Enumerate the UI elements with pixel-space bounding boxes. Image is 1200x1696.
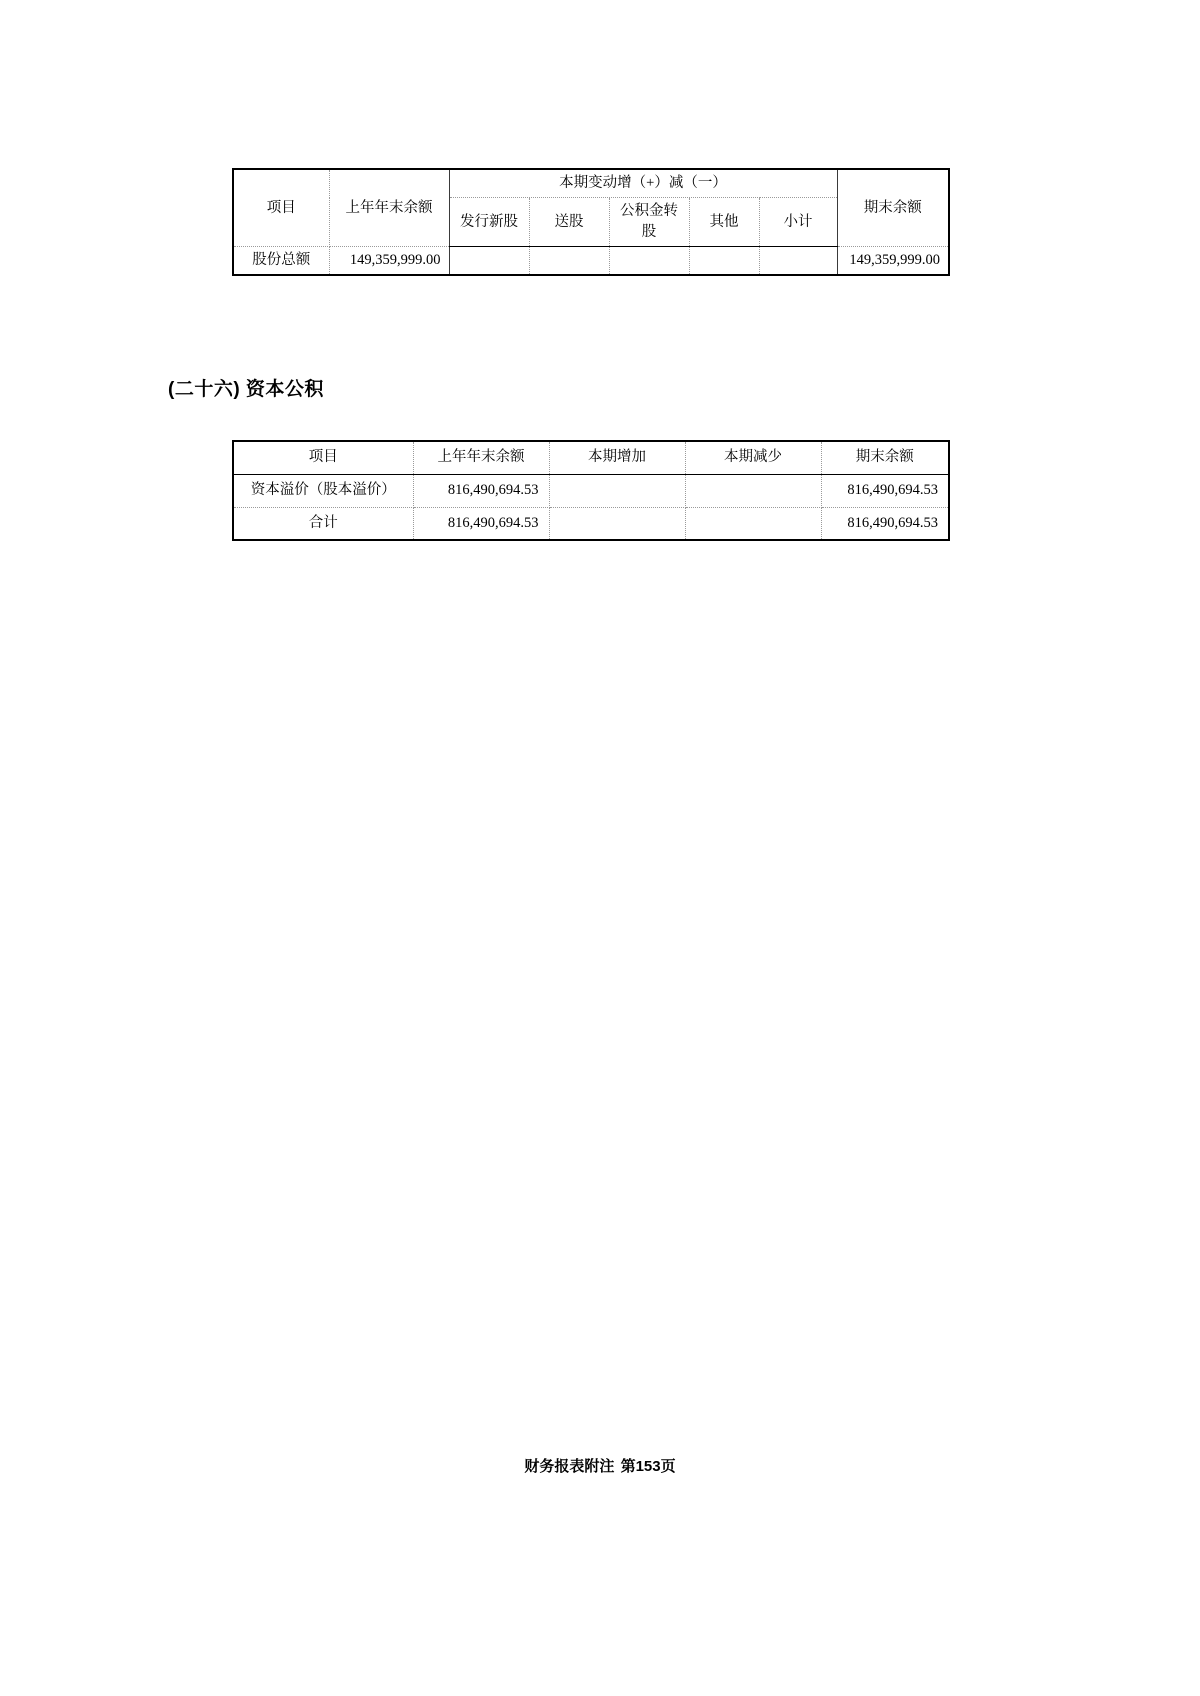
cell-item: 合计 [233, 507, 413, 540]
table-row [233, 507, 949, 540]
capital-reserve-table [232, 440, 950, 541]
header-decrease: 本期减少 [685, 441, 821, 474]
header-other: 其他 [689, 198, 759, 247]
header-opening-balance: 上年年末余额 [329, 169, 449, 247]
header-item: 项目 [233, 169, 329, 247]
cell-closing-balance: 816,490,694.53 [821, 507, 949, 540]
header-increase: 本期增加 [549, 441, 685, 474]
cell-closing-balance: 149,359,999.00 [837, 247, 949, 276]
cell-item: 股份总额 [233, 247, 329, 276]
cell-other [689, 247, 759, 276]
table-header-row [233, 441, 949, 474]
cell-increase [549, 507, 685, 540]
cell-new-shares [449, 247, 529, 276]
header-opening-balance: 上年年末余额 [413, 441, 549, 474]
header-bonus-shares: 送股 [529, 198, 609, 247]
cell-closing-balance: 816,490,694.53 [821, 474, 949, 507]
cell-increase [549, 474, 685, 507]
cell-subtotal [759, 247, 837, 276]
section-heading: (二十六) 资本公积 [168, 379, 324, 400]
header-closing-balance: 期末余额 [837, 169, 949, 247]
header-change-group: 本期变动增（+）减（一） [449, 169, 837, 198]
cell-opening-balance: 149,359,999.00 [329, 247, 449, 276]
cell-decrease [685, 474, 821, 507]
footer-label: 财务报表附注 [524, 1458, 615, 1475]
cell-opening-balance: 816,490,694.53 [413, 474, 549, 507]
table-row [233, 474, 949, 507]
header-subtotal: 小计 [759, 198, 837, 247]
header-closing-balance: 期末余额 [821, 441, 949, 474]
share-capital-table [232, 168, 950, 276]
cell-opening-balance: 816,490,694.53 [413, 507, 549, 540]
cell-decrease [685, 507, 821, 540]
cell-bonus-shares [529, 247, 609, 276]
header-reserve-to-shares: 公积金转股 [609, 198, 689, 247]
header-item: 项目 [233, 441, 413, 474]
table-header-row-top [233, 169, 949, 198]
cell-item: 资本溢价（股本溢价） [233, 474, 413, 507]
footer-page-number: 第153页 [620, 1458, 676, 1475]
header-new-shares: 发行新股 [449, 198, 529, 247]
table-row [233, 247, 949, 276]
page-footer [0, 1455, 1200, 1476]
cell-reserve-to-shares [609, 247, 689, 276]
